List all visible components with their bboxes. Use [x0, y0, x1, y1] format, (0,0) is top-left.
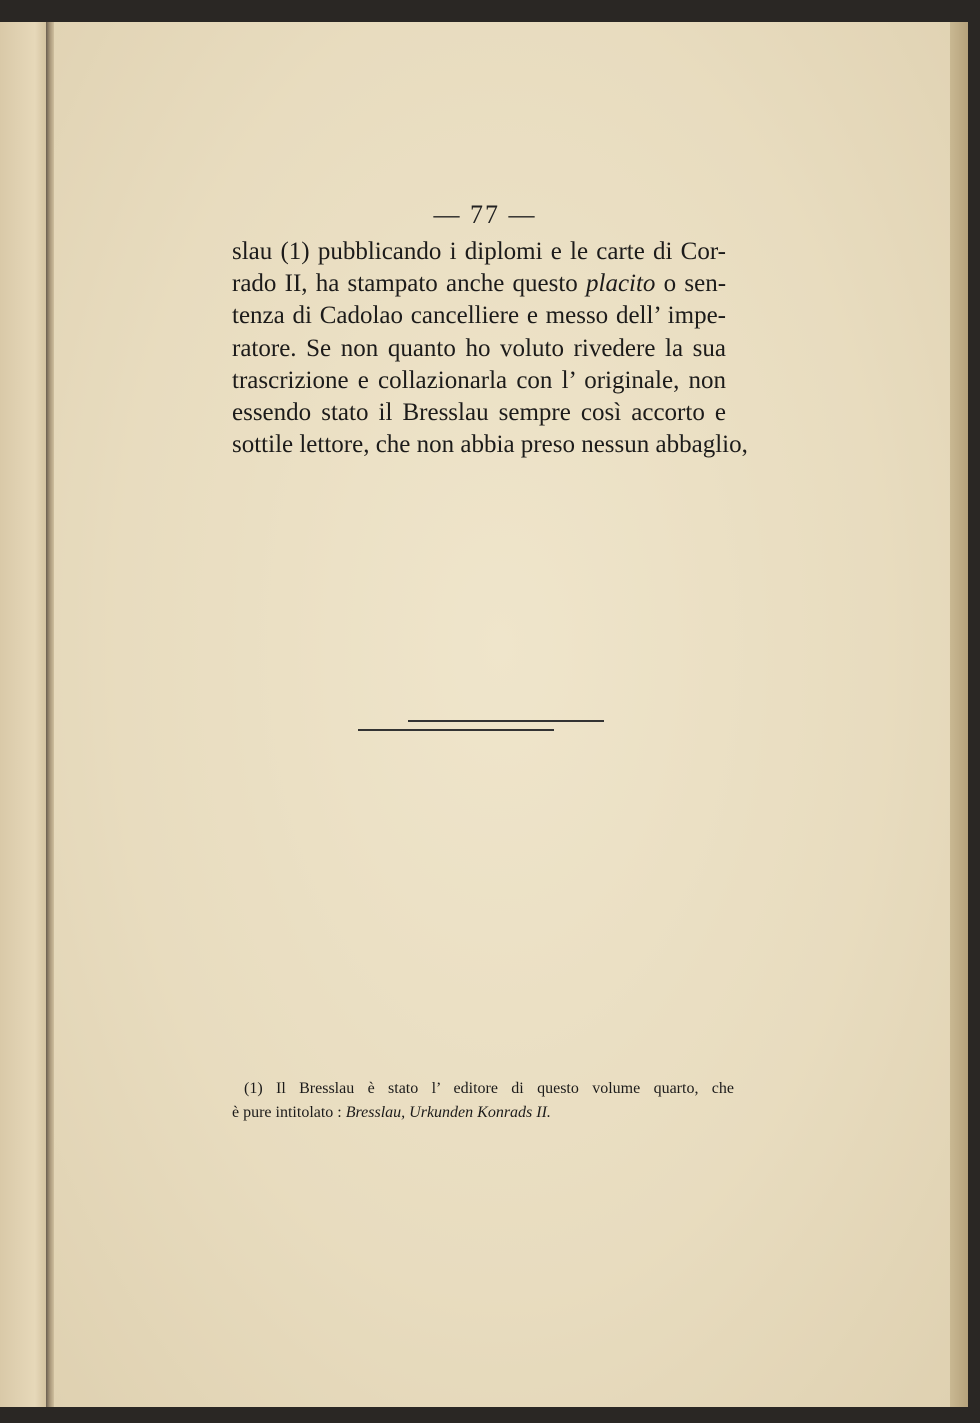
page-edge — [950, 22, 968, 1407]
page-number: — 77 — — [433, 200, 537, 229]
text-line: rado II, ha stampato anche questo placito o sen- — [232, 270, 727, 298]
footnote-line: (1) Il Bresslau è stato l’ editore di questo volume quarto, che — [244, 1080, 734, 1097]
section-rule-upper — [408, 720, 604, 722]
italic-term: placito — [586, 270, 656, 298]
text-line: tenza di Cadolao cancelliere e messo dell’ impe- — [232, 302, 726, 330]
text-line: slau (1) pubblicando i diplomi e le carte di Cor- — [232, 238, 726, 265]
text-line: essendo stato il Bresslau sempre così accorto e — [232, 399, 726, 427]
body-paragraph — [232, 236, 748, 461]
facing-page-edge — [0, 22, 50, 1407]
text-line: sottile lettore, che non abbia preso nessun abbaglio, — [232, 431, 748, 459]
binding-fold — [46, 22, 54, 1407]
text-line: trascrizione e collazionarla con l’ originale, non — [232, 366, 726, 394]
footnote — [232, 1077, 734, 1125]
footnote-citation: Bresslau, Urkunden Konrads II. — [345, 1104, 551, 1121]
section-rule-lower — [358, 729, 554, 731]
text-line: ratore. Se non quanto ho voluto rivedere la sua — [232, 334, 726, 362]
footnote-line: è pure intitolato : Bresslau, Urkunden Konrads II. — [232, 1104, 551, 1121]
